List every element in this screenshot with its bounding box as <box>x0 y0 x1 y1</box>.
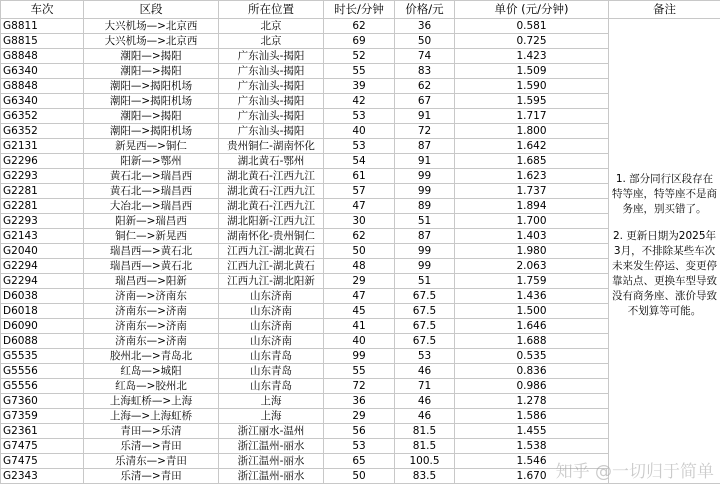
price-cell: 89 <box>395 199 455 214</box>
duration-cell: 53 <box>324 439 395 454</box>
train-number-cell: D6088 <box>1 334 84 349</box>
location-cell: 湖北黄石-江西九江 <box>219 169 324 184</box>
duration-cell: 50 <box>324 244 395 259</box>
segment-cell: 潮阳—>揭阳机场 <box>84 94 219 109</box>
unit-price-cell: 1.423 <box>455 49 609 64</box>
train-number-cell: G2343 <box>1 469 84 484</box>
train-number-cell: G2293 <box>1 169 84 184</box>
unit-price-cell: 0.725 <box>455 34 609 49</box>
train-number-cell: G6352 <box>1 124 84 139</box>
duration-cell: 72 <box>324 379 395 394</box>
duration-cell: 47 <box>324 199 395 214</box>
location-cell: 湖南怀化-贵州铜仁 <box>219 229 324 244</box>
duration-cell: 29 <box>324 409 395 424</box>
duration-cell: 62 <box>324 229 395 244</box>
duration-cell: 69 <box>324 34 395 49</box>
segment-cell: 潮阳—>揭阳 <box>84 109 219 124</box>
duration-cell: 65 <box>324 454 395 469</box>
unit-price-cell: 1.980 <box>455 244 609 259</box>
train-number-cell: G5535 <box>1 349 84 364</box>
segment-cell: 上海—>上海虹桥 <box>84 409 219 424</box>
header-location: 所在位置 <box>219 1 324 19</box>
segment-cell: 瑞昌西—>黄石北 <box>84 244 219 259</box>
duration-cell: 47 <box>324 289 395 304</box>
location-cell: 浙江温州-丽水 <box>219 439 324 454</box>
train-number-cell: G8848 <box>1 49 84 64</box>
price-cell: 99 <box>395 259 455 274</box>
unit-price-cell: 1.894 <box>455 199 609 214</box>
duration-cell: 53 <box>324 139 395 154</box>
unit-price-cell: 1.737 <box>455 184 609 199</box>
price-cell: 67.5 <box>395 334 455 349</box>
location-cell: 山东青岛 <box>219 364 324 379</box>
unit-price-cell: 1.800 <box>455 124 609 139</box>
segment-cell: 大冶北—>瑞昌西 <box>84 199 219 214</box>
duration-cell: 40 <box>324 334 395 349</box>
unit-price-cell: 1.278 <box>455 394 609 409</box>
price-cell: 87 <box>395 139 455 154</box>
train-number-cell: G7475 <box>1 454 84 469</box>
train-number-cell: G6352 <box>1 109 84 124</box>
duration-cell: 29 <box>324 274 395 289</box>
location-cell: 山东济南 <box>219 334 324 349</box>
unit-price-cell: 1.538 <box>455 439 609 454</box>
price-cell: 81.5 <box>395 424 455 439</box>
location-cell: 广东汕头-揭阳 <box>219 79 324 94</box>
duration-cell: 61 <box>324 169 395 184</box>
segment-cell: 新晃西—>铜仁 <box>84 139 219 154</box>
header-notes: 备注 <box>609 1 720 19</box>
segment-cell: 红岛—>胶州北 <box>84 379 219 394</box>
unit-price-cell: 0.986 <box>455 379 609 394</box>
price-cell: 62 <box>395 79 455 94</box>
unit-price-cell: 1.688 <box>455 334 609 349</box>
segment-cell: 阳新—>鄂州 <box>84 154 219 169</box>
price-cell: 99 <box>395 169 455 184</box>
location-cell: 湖北黄石-鄂州 <box>219 154 324 169</box>
price-cell: 100.5 <box>395 454 455 469</box>
table-row <box>1 19 720 34</box>
price-cell: 67.5 <box>395 289 455 304</box>
table-body <box>1 19 720 484</box>
location-cell: 浙江温州-丽水 <box>219 454 324 469</box>
duration-cell: 36 <box>324 394 395 409</box>
location-cell: 江西九江-湖北黄石 <box>219 244 324 259</box>
location-cell: 浙江温州-丽水 <box>219 469 324 484</box>
unit-price-cell: 0.535 <box>455 349 609 364</box>
unit-price-cell: 1.595 <box>455 94 609 109</box>
price-cell: 46 <box>395 364 455 379</box>
train-number-cell: G2281 <box>1 199 84 214</box>
header-price: 价格/元 <box>395 1 455 19</box>
price-cell: 67.5 <box>395 319 455 334</box>
segment-cell: 潮阳—>揭阳 <box>84 49 219 64</box>
unit-price-cell: 1.642 <box>455 139 609 154</box>
train-number-cell: G5556 <box>1 379 84 394</box>
segment-cell: 瑞昌西—>阳新 <box>84 274 219 289</box>
location-cell: 广东汕头-揭阳 <box>219 109 324 124</box>
price-cell: 91 <box>395 109 455 124</box>
train-number-cell: G2294 <box>1 274 84 289</box>
unit-price-cell: 1.670 <box>455 469 609 484</box>
segment-cell: 济南东—>济南 <box>84 319 219 334</box>
location-cell: 山东济南 <box>219 304 324 319</box>
train-number-cell: D6090 <box>1 319 84 334</box>
duration-cell: 50 <box>324 469 395 484</box>
price-cell: 83 <box>395 64 455 79</box>
segment-cell: 潮阳—>揭阳机场 <box>84 79 219 94</box>
duration-cell: 41 <box>324 319 395 334</box>
price-cell: 46 <box>395 409 455 424</box>
unit-price-cell: 2.063 <box>455 259 609 274</box>
location-cell: 湖北黄石-江西九江 <box>219 184 324 199</box>
unit-price-cell: 0.581 <box>455 19 609 34</box>
duration-cell: 48 <box>324 259 395 274</box>
price-cell: 71 <box>395 379 455 394</box>
segment-cell: 济南—>济南东 <box>84 289 219 304</box>
price-cell: 51 <box>395 274 455 289</box>
unit-price-cell: 1.403 <box>455 229 609 244</box>
duration-cell: 52 <box>324 49 395 64</box>
unit-price-cell: 0.836 <box>455 364 609 379</box>
price-cell: 46 <box>395 394 455 409</box>
unit-price-cell: 1.590 <box>455 79 609 94</box>
unit-price-cell: 1.646 <box>455 319 609 334</box>
duration-cell: 99 <box>324 349 395 364</box>
segment-cell: 胶州北—>青岛北 <box>84 349 219 364</box>
location-cell: 湖北黄石-江西九江 <box>219 199 324 214</box>
location-cell: 广东汕头-揭阳 <box>219 94 324 109</box>
price-cell: 99 <box>395 244 455 259</box>
train-number-cell: G2293 <box>1 214 84 229</box>
duration-cell: 62 <box>324 19 395 34</box>
train-number-cell: G7475 <box>1 439 84 454</box>
segment-cell: 阳新—>瑞昌西 <box>84 214 219 229</box>
location-cell: 北京 <box>219 34 324 49</box>
location-cell: 北京 <box>219 19 324 34</box>
train-number-cell: G5556 <box>1 364 84 379</box>
price-cell: 50 <box>395 34 455 49</box>
unit-price-cell: 1.759 <box>455 274 609 289</box>
price-cell: 81.5 <box>395 439 455 454</box>
unit-price-cell: 1.500 <box>455 304 609 319</box>
location-cell: 山东济南 <box>219 319 324 334</box>
price-cell: 36 <box>395 19 455 34</box>
segment-cell: 乐清—>青田 <box>84 469 219 484</box>
train-number-cell: G2131 <box>1 139 84 154</box>
unit-price-cell: 1.717 <box>455 109 609 124</box>
duration-cell: 57 <box>324 184 395 199</box>
location-cell: 浙江丽水-温州 <box>219 424 324 439</box>
segment-cell: 潮阳—>揭阳机场 <box>84 124 219 139</box>
location-cell: 江西九江-湖北黄石 <box>219 259 324 274</box>
segment-cell: 大兴机场—>北京西 <box>84 34 219 49</box>
train-number-cell: G8811 <box>1 19 84 34</box>
segment-cell: 青田—>乐清 <box>84 424 219 439</box>
train-number-cell: G8815 <box>1 34 84 49</box>
header-train: 车次 <box>1 1 84 19</box>
segment-cell: 瑞昌西—>黄石北 <box>84 259 219 274</box>
segment-cell: 黄石北—>瑞昌西 <box>84 184 219 199</box>
price-cell: 67 <box>395 94 455 109</box>
unit-price-cell: 1.455 <box>455 424 609 439</box>
price-cell: 87 <box>395 229 455 244</box>
price-cell: 74 <box>395 49 455 64</box>
price-cell: 72 <box>395 124 455 139</box>
segment-cell: 红岛—>城阳 <box>84 364 219 379</box>
location-cell: 江西九江-湖北阳新 <box>219 274 324 289</box>
location-cell: 广东汕头-揭阳 <box>219 49 324 64</box>
train-number-cell: G6340 <box>1 94 84 109</box>
duration-cell: 54 <box>324 154 395 169</box>
duration-cell: 53 <box>324 109 395 124</box>
segment-cell: 铜仁—>新晃西 <box>84 229 219 244</box>
notes-cell <box>609 19 720 484</box>
segment-cell: 黄石北—>瑞昌西 <box>84 169 219 184</box>
segment-cell: 潮阳—>揭阳 <box>84 64 219 79</box>
segment-cell: 乐清东—>青田 <box>84 454 219 469</box>
watermark: 知乎 @一切归于简单 <box>555 462 714 482</box>
location-cell: 贵州铜仁-湖南怀化 <box>219 139 324 154</box>
header-row <box>1 1 720 19</box>
location-cell: 上海 <box>219 409 324 424</box>
unit-price-cell: 1.586 <box>455 409 609 424</box>
price-cell: 91 <box>395 154 455 169</box>
price-cell: 83.5 <box>395 469 455 484</box>
train-number-cell: G2296 <box>1 154 84 169</box>
duration-cell: 55 <box>324 364 395 379</box>
location-cell: 湖北阳新-江西九江 <box>219 214 324 229</box>
segment-cell: 济南东—>济南 <box>84 334 219 349</box>
price-cell: 53 <box>395 349 455 364</box>
train-number-cell: G8848 <box>1 79 84 94</box>
location-cell: 山东青岛 <box>219 379 324 394</box>
train-number-cell: D6038 <box>1 289 84 304</box>
train-number-cell: G2143 <box>1 229 84 244</box>
duration-cell: 45 <box>324 304 395 319</box>
train-number-cell: G2361 <box>1 424 84 439</box>
note-text: 2. 更新日期为2025年3月，不排除某些车次未来发生停运、变更停靠站点、更换车型导致没有商务座、涨价导致不划算等可能。 <box>612 229 717 317</box>
unit-price-cell: 1.685 <box>455 154 609 169</box>
train-number-cell: G2040 <box>1 244 84 259</box>
price-cell: 51 <box>395 214 455 229</box>
segment-cell: 大兴机场—>北京西 <box>84 19 219 34</box>
train-number-cell: G7359 <box>1 409 84 424</box>
location-cell: 上海 <box>219 394 324 409</box>
location-cell: 广东汕头-揭阳 <box>219 124 324 139</box>
unit-price-cell: 1.546 <box>455 454 609 469</box>
train-number-cell: G6340 <box>1 64 84 79</box>
segment-cell: 上海虹桥—>上海 <box>84 394 219 409</box>
segment-cell: 济南东—>济南 <box>84 304 219 319</box>
price-cell: 67.5 <box>395 304 455 319</box>
location-cell: 广东汕头-揭阳 <box>219 64 324 79</box>
price-cell: 99 <box>395 184 455 199</box>
location-cell: 山东济南 <box>219 289 324 304</box>
train-number-cell: G2281 <box>1 184 84 199</box>
header-segment: 区段 <box>84 1 219 19</box>
train-number-cell: G7360 <box>1 394 84 409</box>
duration-cell: 30 <box>324 214 395 229</box>
train-number-cell: G2294 <box>1 259 84 274</box>
duration-cell: 56 <box>324 424 395 439</box>
location-cell: 山东青岛 <box>219 349 324 364</box>
unit-price-cell: 1.436 <box>455 289 609 304</box>
unit-price-cell: 1.509 <box>455 64 609 79</box>
header-duration: 时长/分钟 <box>324 1 395 19</box>
note-text: 1. 部分同行区段存在特等座，特等座不是商务座，别买错了。 <box>612 172 717 215</box>
unit-price-cell: 1.623 <box>455 169 609 184</box>
unit-price-cell: 1.700 <box>455 214 609 229</box>
train-number-cell: D6018 <box>1 304 84 319</box>
header-unit-price: 单价 (元/分钟) <box>455 1 609 19</box>
segment-cell: 乐清—>青田 <box>84 439 219 454</box>
duration-cell: 55 <box>324 64 395 79</box>
duration-cell: 39 <box>324 79 395 94</box>
duration-cell: 42 <box>324 94 395 109</box>
duration-cell: 40 <box>324 124 395 139</box>
